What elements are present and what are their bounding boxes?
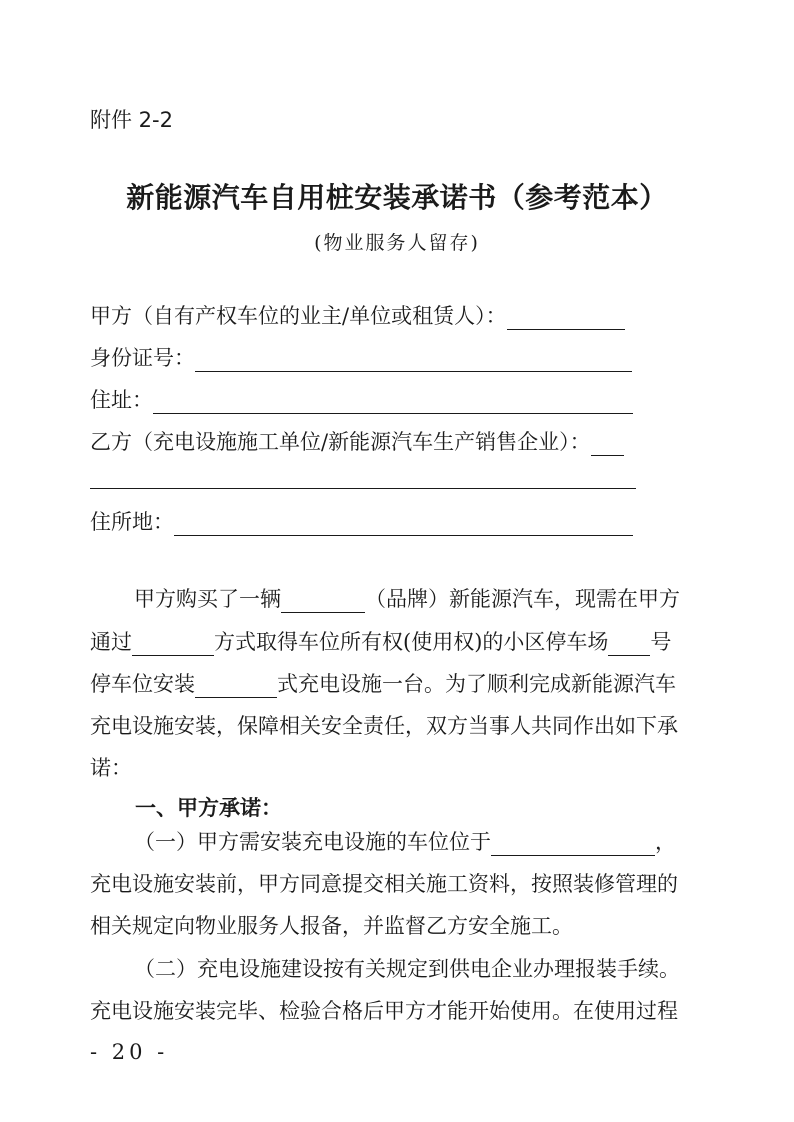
parking-location-blank	[491, 833, 655, 856]
party-a-field	[90, 300, 625, 330]
body-text: （一）甲方需安装充电设施的车位位于	[134, 830, 491, 854]
item1-line-2	[90, 868, 700, 898]
party-b-continuation-line	[90, 488, 636, 489]
address-blank	[153, 391, 633, 414]
item2-line-1	[90, 953, 700, 983]
id-number-label: 身份证号：	[90, 346, 195, 370]
body-line-1	[90, 583, 700, 613]
parking-number-blank	[608, 633, 650, 656]
residence-label: 住所地：	[90, 510, 174, 534]
address-field	[90, 384, 633, 414]
body-text: ，	[655, 830, 676, 854]
residence-blank	[174, 513, 633, 536]
body-line-3	[90, 668, 700, 698]
party-a-blank	[507, 307, 625, 330]
body-line-4	[90, 710, 700, 740]
body-text: 相关规定向物业服务人报备，并监督乙方安全施工。	[90, 914, 573, 938]
body-text: （品牌）新能源汽车，现需在甲方	[365, 587, 680, 611]
body-text: （二）充电设施建设按有关规定到供电企业办理报装手续。	[134, 957, 680, 981]
item1-line-1	[90, 826, 700, 856]
residence-field	[90, 506, 633, 536]
brand-blank	[281, 590, 365, 613]
body-text: 充电设施安装前，甲方同意提交相关施工资料，按照装修管理的	[90, 872, 678, 896]
page-number: - 20 -	[90, 1040, 169, 1064]
id-number-blank	[195, 349, 632, 372]
body-text: 方式取得车位所有权(使用权)的小区停车场	[214, 630, 609, 654]
body-text: 诺：	[90, 756, 132, 780]
attachment-label: 附件 2-2	[90, 108, 173, 132]
body-text: 停车位安装	[90, 672, 195, 696]
body-text: 式充电设施一台。为了顺利完成新能源汽车	[277, 672, 676, 696]
party-b-blank	[591, 433, 624, 456]
method-blank	[132, 633, 214, 656]
id-number-field	[90, 342, 632, 372]
address-label: 住址：	[90, 388, 153, 412]
body-line-5	[90, 752, 700, 782]
body-text: 通过	[90, 630, 132, 654]
charger-type-blank	[195, 675, 277, 698]
party-b-field	[90, 426, 624, 456]
body-text: 充电设施安装完毕、检验合格后甲方才能开始使用。在使用过程	[90, 999, 678, 1023]
party-a-label: 甲方（自有产权车位的业主/单位或租赁人）：	[90, 304, 507, 328]
item1-line-3	[90, 910, 700, 940]
document-subtitle: (物业服务人留存)	[314, 232, 480, 254]
body-text: 充电设施安装，保障相关安全责任，双方当事人共同作出如下承	[90, 714, 678, 738]
document-title: 新能源汽车自用桩安装承诺书（参考范本）	[126, 181, 668, 214]
body-text: 甲方购买了一辆	[134, 587, 281, 611]
body-text: 号	[650, 630, 672, 654]
party-b-label: 乙方（充电设施施工单位/新能源汽车生产销售企业）：	[90, 430, 591, 454]
body-line-2	[90, 626, 700, 656]
section-heading-party-a: 一、甲方承诺：	[135, 796, 282, 820]
item2-line-2	[90, 995, 700, 1025]
